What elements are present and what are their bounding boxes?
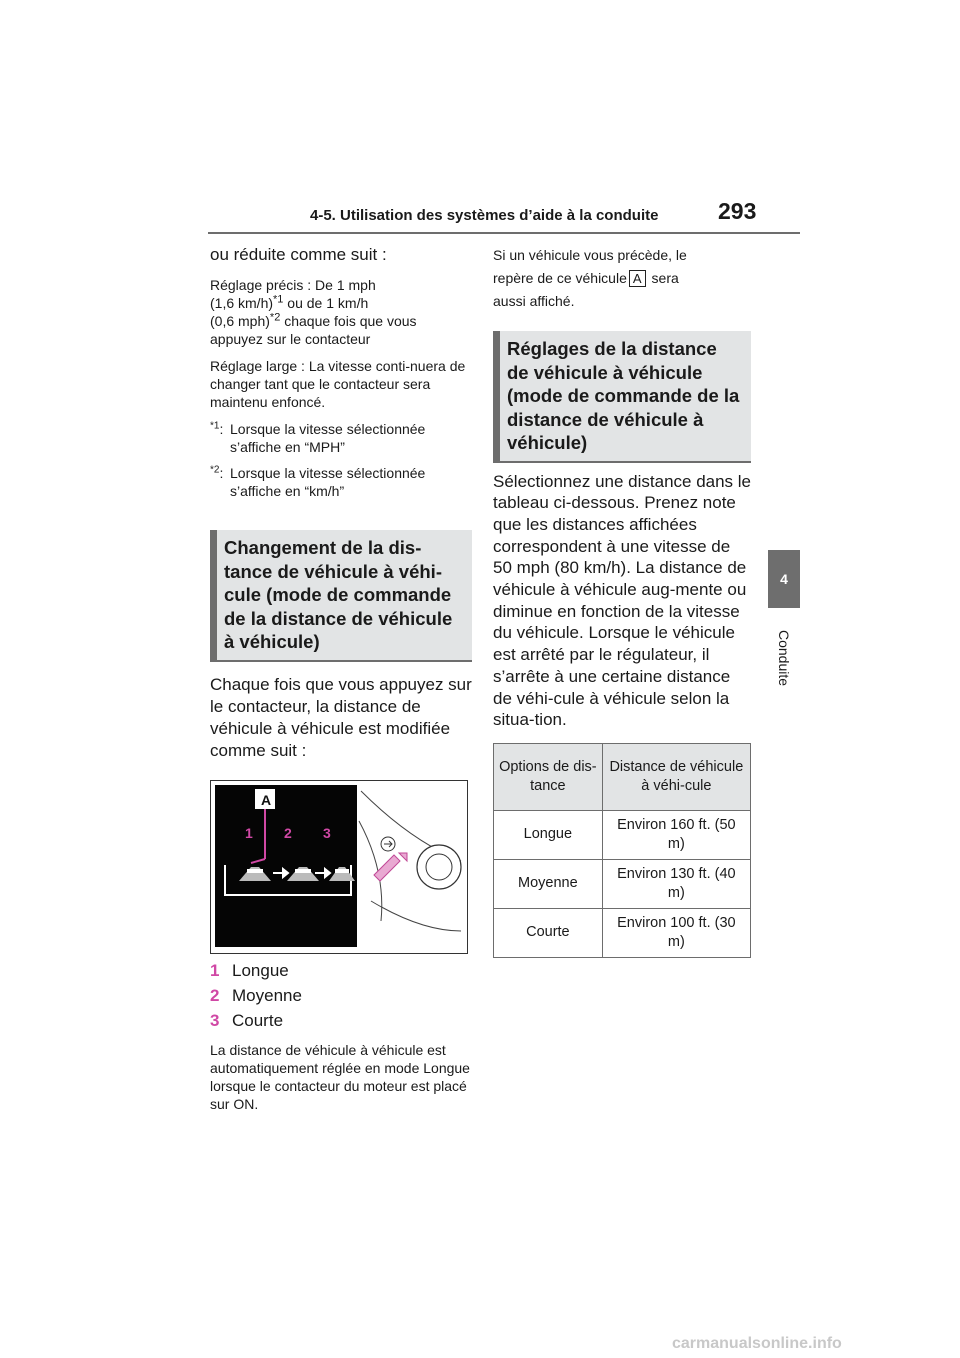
intro-text: ou réduite comme suit : <box>210 245 387 264</box>
table-row <box>494 810 751 859</box>
list-item: 1 Longue <box>210 960 289 980</box>
footnote-ref-2: *2 <box>269 311 281 324</box>
chapter-label <box>770 618 798 698</box>
right-column <box>493 244 751 958</box>
figure-step-3: 3 <box>323 824 331 841</box>
table-row <box>494 908 751 957</box>
footnote-2: $^{*2}$: Lorsque la vitesse sélectionnée s’affiche en “km/h” <box>210 464 426 499</box>
figure-step-1: 1 <box>245 824 253 841</box>
list-item: 3 Courte <box>210 1010 284 1030</box>
figure-callout-a: A <box>260 791 272 808</box>
section-heading-settings: Réglages de la distance de véhicule à véhicule (mode de commande de la distance de véhicule à véhicule) <box>493 331 751 463</box>
table-cell: Environ 160 ft. (50 m) <box>602 810 750 859</box>
left-column <box>210 244 472 1122</box>
table-header-cell: Distance de véhicule à véhi-cule <box>602 743 750 810</box>
distance-switch-illustration <box>211 781 467 953</box>
distance-list <box>210 958 472 1033</box>
distance-switch-figure <box>210 780 468 954</box>
table-header-row <box>494 743 751 810</box>
settings-body: Sélectionnez une distance dans le tableau ci-dessous. Prenez note que les distances affichées correspondent à une vitesse de 50 mph (80 km/h). La distance de véhicule à véhicule aug-mente ou diminue en fonction de la vitesse du véhicule. Lorsque le véhicule est arrêté par le régulateur, il s’arrête à une certaine distance de véhi-cule à véhicule selon la situa-tion. <box>493 471 752 730</box>
footnote-ref-1: *1 <box>273 293 284 306</box>
table-cell: Longue <box>494 810 603 859</box>
figure-step-2: 2 <box>284 824 292 841</box>
section-heading-change: Changement de la dis-tance de véhicule à véhi-cule (mode de commande de la distance de véhicule à véhicule) <box>210 530 472 662</box>
table-header-cell: Options de dis-tance <box>494 743 603 810</box>
watermark: carmanualsonline.info <box>672 1335 842 1352</box>
default-note: La distance de véhicule à véhicule est automatiquement réglée en mode Longue lorsque le contacteur du moteur est placé sur ON. <box>210 1041 470 1112</box>
chapter-tab[interactable]: 4 <box>768 550 800 608</box>
table-row <box>494 859 751 908</box>
fine-setting: Réglage précis : De 1 mph (1,6 km/h)$^{*1}$ ou de 1 km/h (0,6 mph)$^{*2}$ chaque fois que vous appuyez sur le contacteur <box>210 277 417 347</box>
list-item: 2 Moyenne <box>210 985 302 1005</box>
footnote-1: $^{*1}$: Lorsque la vitesse sélectionnée s’affiche en “MPH” <box>210 420 426 455</box>
chapter-label-text: Conduite <box>776 629 792 687</box>
table-cell: Environ 100 ft. (30 m) <box>602 908 750 957</box>
marker-a-box: A <box>629 270 646 287</box>
change-text: Chaque fois que vous appuyez sur le contacteur, la distance de véhicule à véhicule est modifiée comme suit : <box>210 674 472 760</box>
table-cell: Moyenne <box>494 859 603 908</box>
header-rule <box>208 232 800 234</box>
distance-table <box>493 743 751 958</box>
section-title: 4-5. Utilisation des systèmes d’aide à la conduite <box>310 207 659 224</box>
preceding-vehicle-text: Si un véhicule vous précède, le repère de ce véhicule A sera aussi affiché. <box>493 247 687 309</box>
table-cell: Environ 130 ft. (40 m) <box>602 859 750 908</box>
table-cell: Courte <box>494 908 603 957</box>
page-number: 293 <box>718 198 757 224</box>
wide-setting: Réglage large : La vitesse conti-nuera de changer tant que le contacteur sera maintenu enfoncé. <box>210 358 466 410</box>
